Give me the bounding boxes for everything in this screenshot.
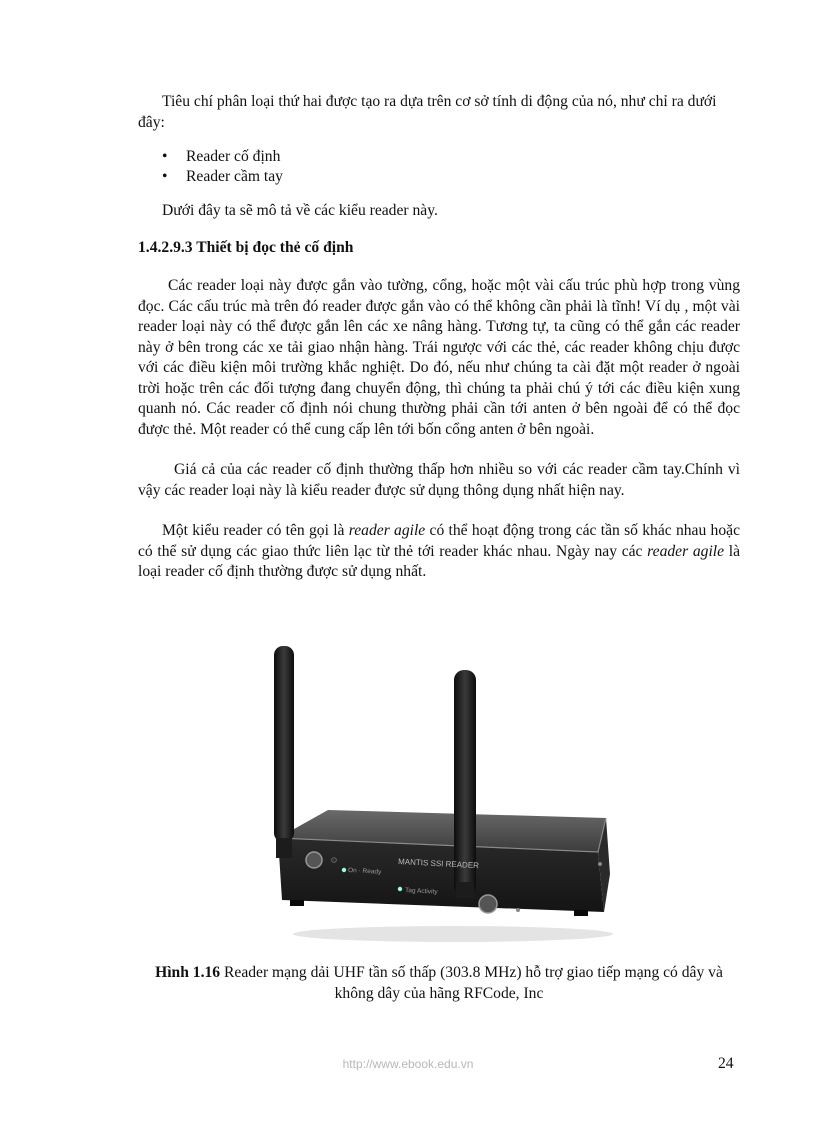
mobility-list	[138, 147, 740, 187]
reader-device-photo	[268, 642, 613, 944]
emphasis-term: reader agile	[647, 542, 725, 560]
led-label-right: Tag Activity	[404, 887, 438, 896]
antenna-hinge	[276, 838, 292, 858]
intro-paragraph: Tiêu chí phân loại thứ hai được tạo ra dựa trên cơ sở tính di động của nó, như chỉ ra dưới đây:	[138, 93, 717, 131]
brand-label: MANTIS SSI READER	[397, 857, 480, 871]
sub-intro-paragraph: Dưới đây ta sẽ mô tả về các kiểu reader này.	[162, 202, 438, 219]
emphasis-term: reader agile	[348, 522, 426, 539]
paragraph-fixed-readers: Các reader loại này được gắn vào tường, cổng, hoặc một vài cấu trúc phù hợp trong vùng đọc. Các cấu trúc mà trên đó reader được gắn vào có thể không cần phải là tĩnh! Ví dụ , một vài reader loại này có thể được gắn lên các xe nâng hàng. Tương tự, ta cũng có thể gắn các reader này ở bên trong các xe tải giao nhận hàng. Trái ngược với các thẻ, các reader không chịu được với các điều kiện môi trường khắc nghiệt. Do đó, nếu như chúng ta cài đặt một reader ở ngoài trời hoặc trên các đối tượng đang chuyển động, thì chúng ta phải chú ý tới các điều kiện xung quanh nó. Các reader cố định nói chung thường phải cần tới anten ở bên ngoài để có thể đọc được thẻ. Một reader có thể cung cấp lên tới bốn cổng anten ở bên ngoài.	[138, 277, 740, 438]
caption-number: Hình 1.16	[155, 964, 221, 981]
status-led-icon	[398, 887, 402, 891]
led-label-left: On · Ready	[347, 867, 382, 876]
text-run: Một kiểu reader có tên gọi là	[162, 522, 349, 539]
rfid-reader-illustration	[268, 642, 613, 944]
figure-caption	[138, 962, 740, 1004]
paragraph-price: Giá cả của các reader cố định thường thấp hơn nhiều so với các reader cầm tay.Chính vì vậy các reader loại này là kiểu reader được sử dụng thông dụng nhất hiện nay.	[138, 461, 740, 499]
section-heading: 1.4.2.9.3 Thiết bị đọc thẻ cố định	[138, 238, 354, 256]
text-run: có thể hoạt động trong các tần số khác nhau hoặc có thể sử dụng các giao thức liên lạc từ thẻ tới reader khác nhau. Ngày nay các	[138, 522, 740, 560]
sensor-icon	[332, 858, 337, 863]
list-item: • Reader cố định	[186, 147, 740, 167]
status-led-icon	[342, 868, 346, 872]
antenna-hinge	[456, 882, 474, 898]
shadow	[293, 926, 613, 942]
list-item: • Reader cầm tay	[186, 167, 740, 187]
foot	[574, 910, 588, 916]
document-body	[138, 92, 740, 583]
screw-icon	[516, 908, 520, 912]
antenna-left	[274, 646, 294, 842]
connector-icon	[306, 852, 322, 868]
footer-url: http://www.ebook.edu.vn	[342, 1057, 474, 1071]
paragraph-agile-reader	[138, 521, 740, 583]
page-number: 24	[718, 1055, 734, 1072]
caption-text: Reader mạng dải UHF tần số thấp (303.8 MHz) hỗ trợ giao tiếp mạng có dây và không dây của hãng RFCode, Inc	[220, 964, 723, 1002]
text-run: là loại reader cố định thường được sử dụng nhất.	[138, 542, 740, 580]
foot	[290, 900, 304, 906]
screw-icon	[598, 862, 602, 866]
connector-icon	[479, 895, 497, 913]
